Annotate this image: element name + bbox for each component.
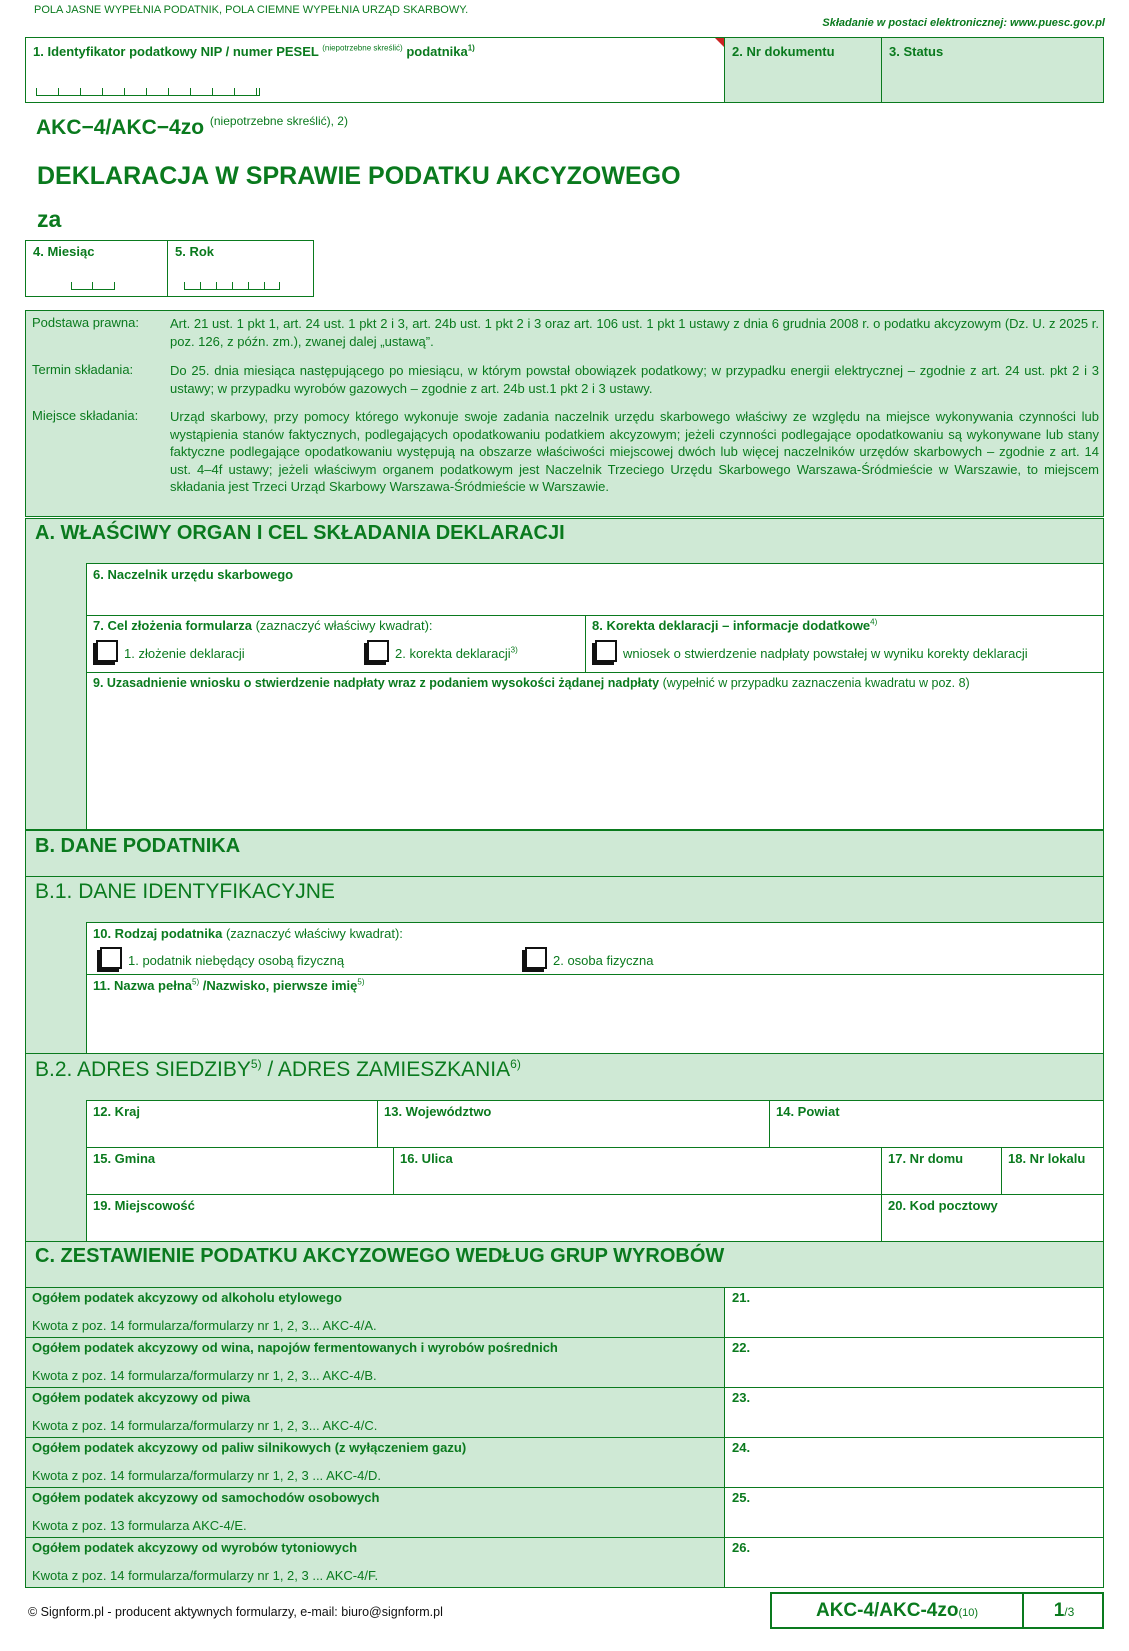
section-c-field-number: 21. bbox=[732, 1290, 751, 1305]
field-3-status bbox=[881, 37, 1104, 103]
form-code-note: (niepotrzebne skreślić), 2) bbox=[209, 114, 348, 128]
field-1-nip[interactable] bbox=[25, 37, 725, 103]
option-submit-declaration[interactable] bbox=[92, 640, 245, 662]
section-c-row-label bbox=[25, 1487, 725, 1538]
legal-info bbox=[25, 310, 1104, 517]
section-c-row-label bbox=[25, 1537, 725, 1588]
field-19-city[interactable]: 19. Miejscowość bbox=[86, 1194, 882, 1242]
checkbox-correction[interactable] bbox=[367, 640, 389, 662]
section-c-row-title: Ogółem podatek akcyzowy od samochodów osobowych bbox=[32, 1490, 380, 1505]
month-digit-boxes bbox=[71, 282, 115, 290]
field-10-note: (zaznaczyć właściwy kwadrat): bbox=[225, 926, 403, 941]
section-b1-title: B.1. DANE IDENTYFIKACYJNE bbox=[35, 880, 335, 903]
option-legal-entity-label: 1. podatnik niebędący osobą fizyczną bbox=[128, 953, 345, 968]
field-11-label: 11. Nazwa pełna bbox=[93, 978, 192, 993]
footer-page-number: 1/3 bbox=[1053, 1600, 1075, 1621]
footer-credit: © Signform.pl - producent aktywnych formularzy, e-mail: biuro@signform.pl bbox=[28, 1605, 443, 1619]
section-c-amount-field[interactable] bbox=[724, 1537, 1104, 1588]
section-c-field-number: 25. bbox=[732, 1490, 751, 1505]
section-c-row-title: Ogółem podatek akcyzowy od wyrobów tytoniowych bbox=[32, 1540, 358, 1555]
field-3-label: 3. Status bbox=[889, 44, 944, 59]
basis-text: Art. 21 ust. 1 pkt 1, art. 24 ust. 1 pkt 2 i 3, art. 24b ust. 1 pkt 2 i 3 oraz art. 106 ust. 1 pkt 1 ustawy z dnia 6 grudnia 2008 r. o podatku akcyzowym (Dz. U. z 2025 r. poz. 126, z późn. zm.), zwanej dalej „ustawą”. bbox=[170, 316, 1099, 349]
field-8-label: 8. Korekta deklaracji – informacje dodatkowe bbox=[592, 618, 871, 633]
section-c-field-number: 23. bbox=[732, 1390, 751, 1405]
field-8-correction-info: 8. Korekta deklaracji – informacje dodatkowe$^{4)}$ wniosek o stwierdzenie nadpłaty powstałej w wyniku korekty deklaracji bbox=[585, 615, 1104, 673]
field-1-tail: podatnika bbox=[406, 44, 468, 59]
deadline-text: Do 25. dnia miesiąca następującego po miesiącu, w którym powstał obowiązek podatkowy; w przypadku energii elektrycznej – zgodnie z art. 24 ust. pkt 2 i 3 ustawy; w przypadku wyrobów gazowych – zgodnie z art. 24b ust.1 pkt 2 i 3 ustawy. bbox=[170, 363, 1099, 396]
section-c-row-label bbox=[25, 1287, 725, 1338]
form-code: AKC−4/AKC−4zo $^{(niepotrzebne skreślić), 2)}$ bbox=[36, 114, 348, 139]
section-c-field-number: 22. bbox=[732, 1340, 751, 1355]
field-2-label: 2. Nr dokumentu bbox=[732, 44, 835, 59]
field-15-commune[interactable]: 15. Gmina bbox=[86, 1147, 394, 1195]
field-9-justification[interactable] bbox=[86, 672, 1104, 830]
field-14-county[interactable]: 14. Powiat bbox=[769, 1100, 1104, 1148]
section-c-amount-field[interactable] bbox=[724, 1387, 1104, 1438]
field-4-month[interactable] bbox=[25, 240, 168, 297]
field-17-house-number[interactable]: 17. Nr domu bbox=[881, 1147, 1002, 1195]
place-text: Urząd skarbowy, przy pomocy którego wykonuje swoje zadania naczelnik urzędu skarbowego właściwy ze względu na miejsce wykonywania czynności lub wystąpienia stanów faktycznych, podlegających opodatkowaniu podatkiem akcyzowym; jeżeli czynności podlegające opodatkowaniu są wykonywane lub stany faktyczne podlegające opodatkowaniu występują na obszarze właściwości miejscowej dwóch lub więcej naczelników urzędów skarbowych – zgodnie z art. 14 ust. 4–4f ustawy; jeżeli właściwym organem podatkowym jest Naczelnik Trzeciego Urzędu Skarbowego Warszawa-Śródmieście w Warszawie, to miejscem składania jest Trzeci Urząd Skarbowy Warszawa-Śródmieście w Warszawie. bbox=[170, 409, 1099, 494]
option-submit-label: 1. złożenie deklaracji bbox=[124, 646, 245, 661]
option-legal-entity[interactable] bbox=[96, 947, 344, 969]
field-6-label: 6. Naczelnik urzędu skarbowego bbox=[93, 567, 294, 582]
electronic-note: Składanie w postaci elektronicznej: www.puesc.gov.pl bbox=[822, 17, 1105, 29]
option-correction-label: 2. korekta deklaracji bbox=[395, 646, 511, 661]
checkbox-natural-person[interactable] bbox=[525, 947, 547, 969]
option-overpayment-request[interactable] bbox=[591, 640, 1028, 662]
field-7-label: 7. Cel złożenia formularza bbox=[93, 618, 252, 633]
field-16-street[interactable]: 16. Ulica bbox=[393, 1147, 882, 1195]
footer-form-code-box bbox=[770, 1592, 1104, 1629]
option-correction[interactable]: 2. korekta deklaracji$^{3)}$ bbox=[363, 640, 518, 662]
title-za: za bbox=[37, 206, 62, 232]
field-1-label: 1. Identyfikator podatkowy NIP / numer PESEL bbox=[33, 44, 319, 59]
checkbox-overpayment[interactable] bbox=[595, 640, 617, 662]
section-c-row-label bbox=[25, 1387, 725, 1438]
section-c-title: C. ZESTAWIENIE PODATKU AKCYZOWEGO WEDŁUG GRUP WYROBÓW bbox=[35, 1245, 725, 1267]
section-c-row-label bbox=[25, 1337, 725, 1388]
field-5-year[interactable] bbox=[167, 240, 314, 297]
field-2-doc-number bbox=[724, 37, 882, 103]
field-4-label: 4. Miesiąc bbox=[33, 244, 95, 259]
section-c-row-source: Kwota z poz. 14 formularza/formularzy nr 1, 2, 3... AKC-4/A. bbox=[32, 1318, 377, 1333]
deadline-label: Termin składania: bbox=[32, 362, 134, 377]
basis-label: Podstawa prawna: bbox=[32, 315, 139, 330]
section-c-row-source: Kwota z poz. 14 formularza/formularzy nr 1, 2, 3... AKC-4/B. bbox=[32, 1368, 377, 1383]
section-a-title: A. WŁAŚCIWY ORGAN I CEL SKŁADANIA DEKLARACJI bbox=[35, 522, 565, 544]
nip-digit-boxes bbox=[36, 88, 260, 96]
option-natural-person-label: 2. osoba fizyczna bbox=[553, 953, 654, 968]
field-1-note: (niepotrzebne skreślić) bbox=[322, 43, 403, 53]
section-c-row-title: Ogółem podatek akcyzowy od piwa bbox=[32, 1390, 251, 1405]
footer-form-code: AKC-4/AKC-4zo(10) bbox=[772, 1594, 1024, 1627]
section-c-row-title: Ogółem podatek akcyzowy od wina, napojów fermentowanych i wyrobów pośrednich bbox=[32, 1340, 558, 1355]
corner-marker bbox=[715, 38, 724, 47]
section-c-row-label bbox=[25, 1437, 725, 1488]
year-digit-boxes bbox=[184, 282, 280, 290]
field-7-note: (zaznaczyć właściwy kwadrat): bbox=[255, 618, 433, 633]
page-title: DEKLARACJA W SPRAWIE PODATKU AKCYZOWEGO bbox=[37, 162, 681, 190]
field-1-sup: 1) bbox=[467, 43, 475, 53]
field-10-taxpayer-type bbox=[86, 922, 1104, 975]
section-c-amount-field[interactable] bbox=[724, 1337, 1104, 1388]
field-11-name[interactable]: 11. Nazwa pełna$^{5)}$ /Nazwisko, pierwsze imię$^{5)}$ bbox=[86, 974, 1104, 1054]
field-20-postal-code[interactable]: 20. Kod pocztowy bbox=[881, 1194, 1104, 1242]
field-9-label: 9. Uzasadnienie wniosku o stwierdzenie nadpłaty wraz z podaniem wysokości żądanej nadpłaty bbox=[93, 676, 660, 690]
field-18-apartment-number[interactable]: 18. Nr lokalu bbox=[1001, 1147, 1104, 1195]
field-13-voivodeship[interactable]: 13. Województwo bbox=[377, 1100, 770, 1148]
section-c-row-source: Kwota z poz. 14 formularza/formularzy nr 1, 2, 3 ... AKC-4/D. bbox=[32, 1468, 381, 1483]
section-c-amount-field[interactable] bbox=[724, 1487, 1104, 1538]
section-b bbox=[25, 830, 1104, 877]
field-5-label: 5. Rok bbox=[175, 244, 215, 259]
field-9-note: (wypełnić w przypadku zaznaczenia kwadratu w poz. 8) bbox=[662, 676, 970, 690]
section-c-row-title: Ogółem podatek akcyzowy od paliw silnikowych (z wyłączeniem gazu) bbox=[32, 1440, 467, 1455]
section-c-amount-field[interactable] bbox=[724, 1287, 1104, 1338]
section-c-field-number: 26. bbox=[732, 1540, 751, 1555]
field-10-label: 10. Rodzaj podatnika bbox=[93, 926, 223, 941]
field-7-purpose bbox=[86, 615, 586, 673]
checkbox-submit[interactable] bbox=[96, 640, 118, 662]
section-b-title: B. DANE PODATNIKA bbox=[35, 835, 241, 857]
section-c-field-number: 24. bbox=[732, 1440, 751, 1455]
option-overpayment-label: wniosek o stwierdzenie nadpłaty powstałej w wyniku korekty deklaracji bbox=[623, 646, 1028, 661]
option-natural-person[interactable] bbox=[521, 947, 653, 969]
top-note: POLA JASNE WYPEŁNIA PODATNIK, POLA CIEMNE WYPEŁNIA URZĄD SKARBOWY. bbox=[34, 4, 469, 16]
field-12-country[interactable]: 12. Kraj bbox=[86, 1100, 378, 1148]
section-c-row-source: Kwota z poz. 13 formularza AKC-4/E. bbox=[32, 1518, 247, 1533]
section-c-amount-field[interactable] bbox=[724, 1437, 1104, 1488]
field-6-tax-office[interactable] bbox=[86, 563, 1104, 616]
section-c-row-source: Kwota z poz. 14 formularza/formularzy nr 1, 2, 3 ... AKC-4/F. bbox=[32, 1568, 379, 1583]
section-c bbox=[25, 1241, 1104, 1288]
section-b2-title: B.2. ADRES SIEDZIBY$^{5)}$ / ADRES ZAMIESZKANIA$^{6)}$ bbox=[35, 1057, 521, 1081]
section-c-row-title: Ogółem podatek akcyzowy od alkoholu etylowego bbox=[32, 1290, 342, 1305]
checkbox-legal-entity[interactable] bbox=[100, 947, 122, 969]
section-c-row-source: Kwota z poz. 14 formularza/formularzy nr 1, 2, 3... AKC-4/C. bbox=[32, 1418, 378, 1433]
place-label: Miejsce składania: bbox=[32, 408, 139, 423]
